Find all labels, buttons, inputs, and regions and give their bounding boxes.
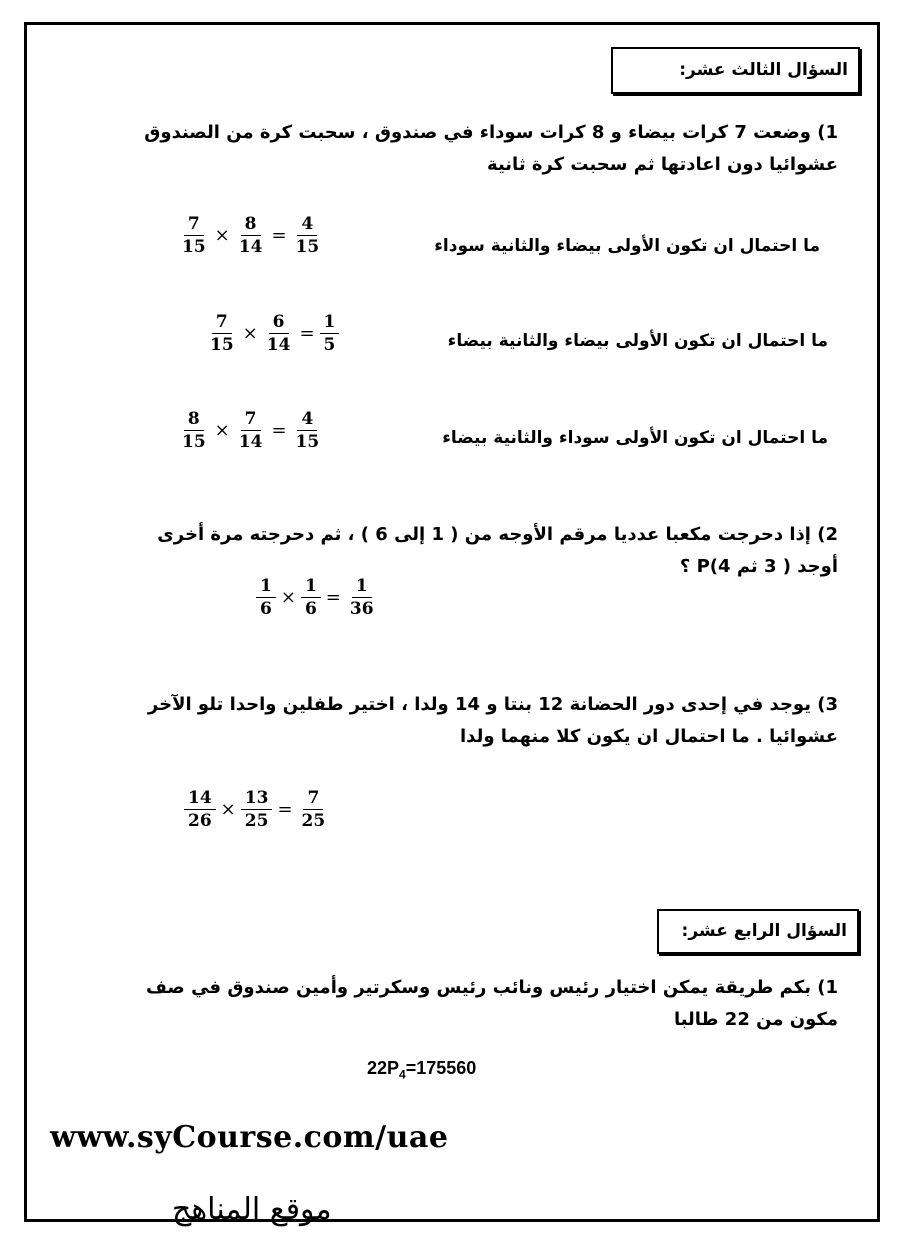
- q14-p1-line1: 1) بكم طريقة يمكن اختيار رئيس ونائب رئيس وسكرتير وأمين صندوق في صف: [145, 977, 838, 998]
- equals-sign: =: [299, 323, 315, 344]
- fraction: $\frac{1}{5}$: [320, 312, 340, 355]
- q13-item2-equation: [204, 312, 341, 355]
- fraction: $\frac{7}{15}$: [182, 214, 206, 257]
- q13-p3-line2: عشوائيا . ما احتمال ان يكون كلا منهما ولدا: [460, 726, 838, 747]
- website-url: www.syCourse.com/uae: [50, 1120, 449, 1155]
- site-name-watermark: موقع المناهج: [172, 1192, 332, 1227]
- q13-p2-line1: 2) إذا دحرجت مكعبا عدديا مرقم الأوجه من ( 1 إلى 6 ) ، ثم دحرجته مرة أخرى: [157, 524, 838, 545]
- equals-sign: =: [325, 587, 341, 608]
- fraction: $\frac{6}{14}$: [266, 312, 291, 355]
- fraction: $\frac{8}{15}$: [182, 409, 206, 452]
- fraction: $\frac{1}{6}$: [301, 576, 321, 619]
- times-sign: ×: [280, 587, 296, 608]
- q13-p3-line1: 3) يوجد في إحدى دور الحضانة 12 بنتا و 14 ولدا ، اختير طفلين واحدا تلو الآخر: [147, 694, 838, 715]
- q13-p3-equation: [182, 788, 331, 831]
- fraction: $\frac{4}{15}$: [295, 409, 320, 452]
- equals-sign: =: [277, 799, 293, 820]
- fraction: $\frac{8}{14}$: [238, 214, 263, 257]
- question-13-header: السؤال الثالث عشر:: [611, 47, 860, 94]
- times-sign: ×: [220, 799, 236, 820]
- question-14-header: السؤال الرابع عشر:: [657, 909, 859, 954]
- times-sign: ×: [242, 323, 258, 344]
- page-border: [24, 22, 880, 1222]
- q14-p1-result: $22P_4=175560$: [367, 1058, 477, 1082]
- times-sign: ×: [214, 225, 230, 246]
- times-sign: ×: [214, 420, 230, 441]
- q13-item3-equation: [176, 409, 325, 452]
- q13-item3-question: ما احتمال ان تكون الأولى سوداء والثانية بيضاء: [442, 428, 828, 448]
- fraction: $\frac{7}{15}$: [210, 312, 234, 355]
- q13-item1-question: ما احتمال ان تكون الأولى بيضاء والثانية سوداء: [434, 236, 820, 256]
- fraction: $\frac{7}{14}$: [238, 409, 263, 452]
- equals-sign: =: [271, 420, 287, 441]
- q14-p1-line2: مكون من 22 طالبا: [673, 1009, 838, 1030]
- q13-p2-equation: [254, 576, 380, 619]
- q13-p2-line2: أوجد ( 3 ثم 4)P ؟: [679, 556, 838, 577]
- q13-item1-equation: [176, 214, 325, 257]
- fraction: $\frac{4}{15}$: [295, 214, 320, 257]
- q13-p1-line1: 1) وضعت 7 كرات بيضاء و 8 كرات سوداء في صندوق ، سحبت كرة من الصندوق: [144, 122, 838, 143]
- fraction: $\frac{1}{6}$: [256, 576, 276, 619]
- fraction: $\frac{13}{25}$: [241, 788, 273, 831]
- equals-sign: =: [271, 225, 287, 246]
- fraction: $\frac{1}{36}$: [349, 576, 374, 619]
- q13-p1-line2: عشوائيا دون اعادتها ثم سحبت كرة ثانية: [487, 154, 838, 175]
- fraction: $\frac{14}{26}$: [184, 788, 216, 831]
- fraction: $\frac{7}{25}$: [301, 788, 326, 831]
- q13-item2-question: ما احتمال ان تكون الأولى بيضاء والثانية بيضاء: [447, 331, 828, 351]
